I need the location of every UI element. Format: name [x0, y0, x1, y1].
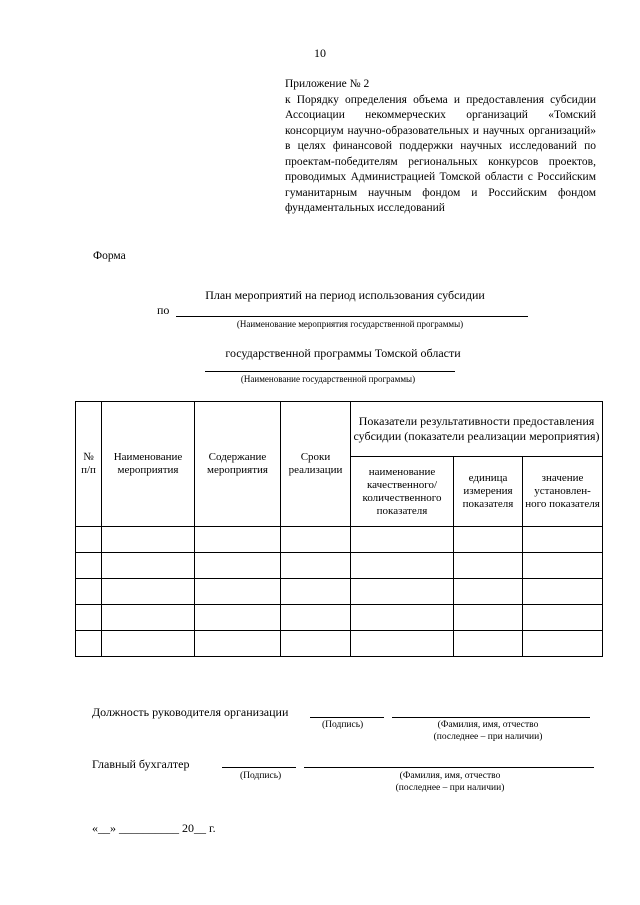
activity-caption: (Наименование мероприятия государственной программы) — [236, 319, 464, 329]
form-label: Форма — [93, 250, 126, 262]
head-signature-caption: (Подпись) — [322, 720, 364, 730]
program-title: государственной программы Томской области — [225, 346, 461, 360]
table-row — [76, 605, 603, 631]
table-row — [76, 553, 603, 579]
header-terms: Сроки реализации — [281, 402, 351, 527]
header-indicator-name: наименование качественного/ количественного показателя — [351, 457, 454, 527]
appendix-body: к Порядку определения объема и предоставления субсидии Ассоциации некоммерческих организаций «Томский консорциум научно-образовательных и научных организаций» в целях финансовой поддержки научных исследований по проектам-победителям региональных конкурсов проектов, проводимых Администрацией Томской области с Российским гуманитарным научным фондом и Российским фондом фундаментальных исследований — [285, 93, 596, 214]
program-name-line — [205, 371, 455, 372]
head-position-label: Должность руководителя организации — [92, 705, 289, 719]
accountant-name-caption: (Фамилия, имя, отчество (последнее – при наличии) — [395, 771, 505, 793]
header-value: значение установлен-ного показателя — [523, 457, 603, 527]
accountant-name-line — [304, 767, 594, 768]
header-indicators: Показатели результативности предоставления субсидии (показатели реализации мероприятия) — [351, 402, 603, 457]
head-name-caption: (Фамилия, имя, отчество (последнее – при наличии) — [433, 720, 543, 742]
date-line: «__» __________ 20__ г. — [92, 821, 216, 835]
head-signature-line — [310, 717, 384, 718]
plan-title: План мероприятий на период использования субсидии — [205, 288, 485, 302]
table-row — [76, 579, 603, 605]
table-row — [76, 631, 603, 657]
program-caption: (Наименование государственной программы) — [240, 374, 416, 384]
activity-name-line — [176, 316, 528, 317]
head-name-line — [392, 717, 590, 718]
header-unit: единица измерения показателя — [454, 457, 523, 527]
header-num: № п/п — [76, 402, 102, 527]
table-row — [76, 527, 603, 553]
appendix-title: Приложение № 2 — [285, 78, 370, 90]
header-name: Наименование мероприятия — [102, 402, 195, 527]
page-number: 10 — [314, 46, 326, 60]
accountant-signature-caption: (Подпись) — [240, 771, 282, 781]
po-label: по — [157, 303, 170, 317]
accountant-signature-line — [222, 767, 296, 768]
header-content: Содержание мероприятия — [195, 402, 281, 527]
appendix-block — [285, 77, 596, 217]
accountant-label: Главный бухгалтер — [92, 757, 190, 771]
plan-table — [75, 401, 603, 657]
